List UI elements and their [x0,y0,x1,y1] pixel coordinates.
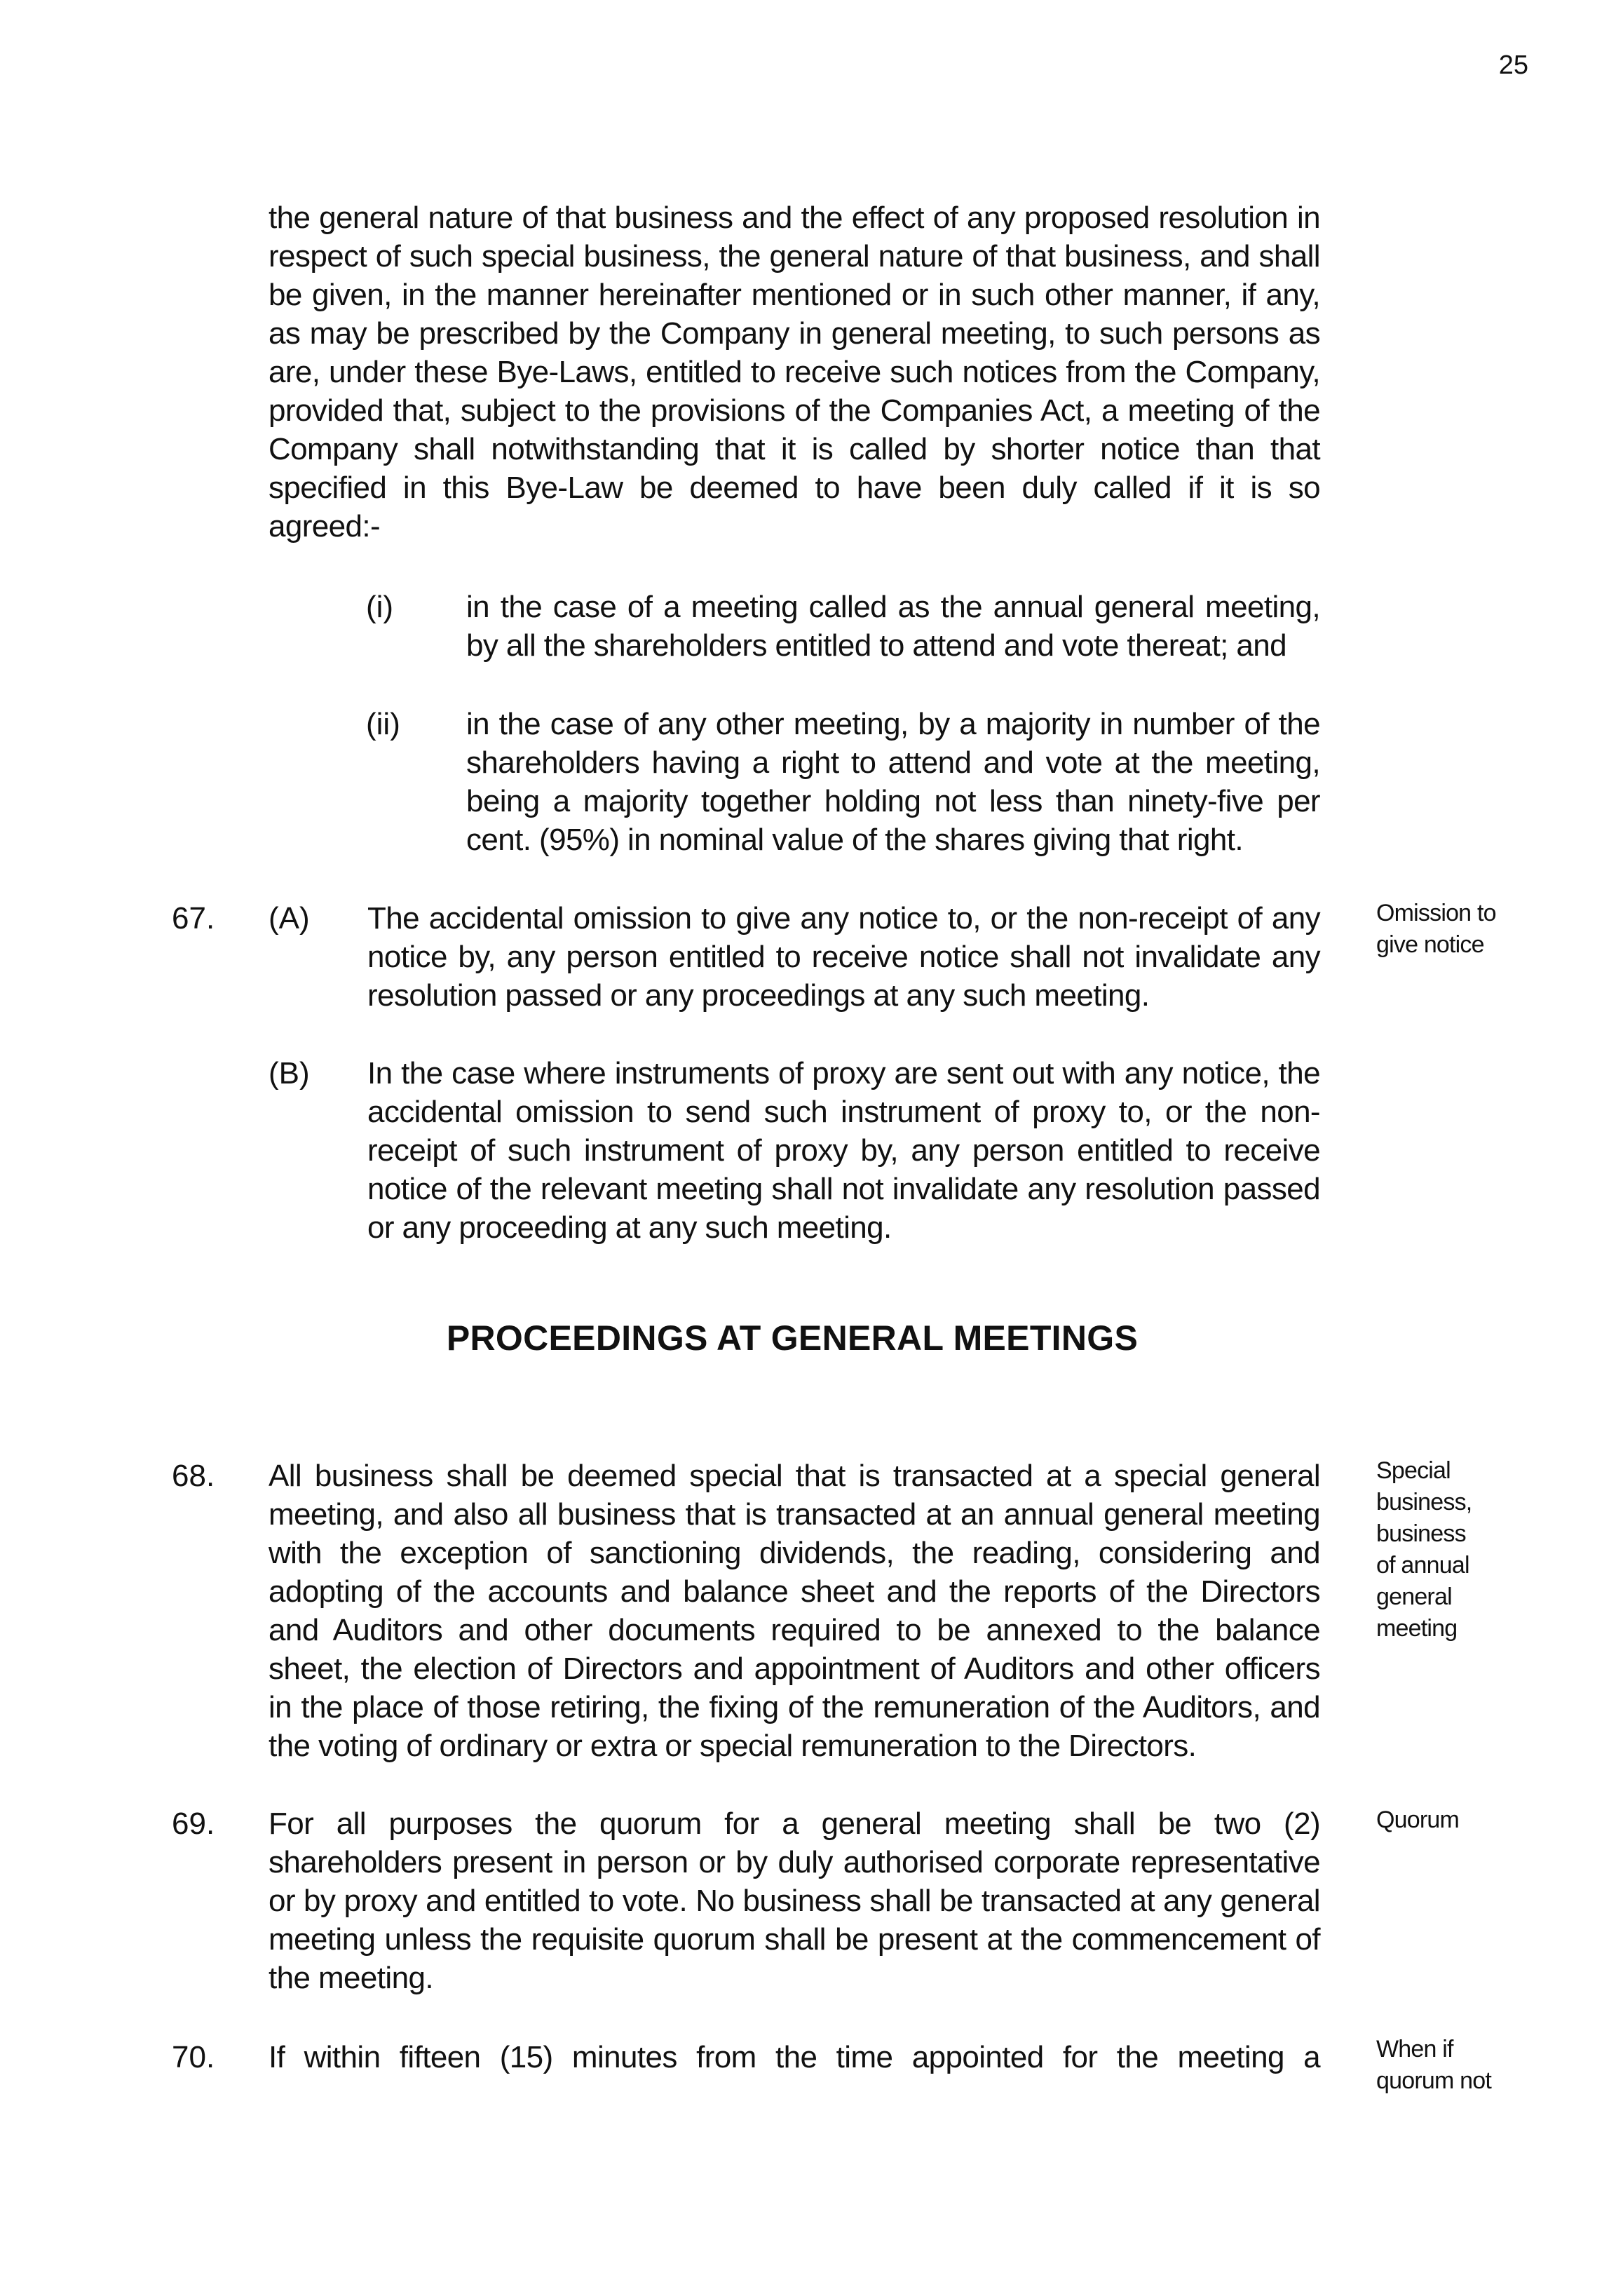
clause-part-text: The accidental omission to give any notice to, or the non-receipt of any notice by, any person entitled to receive notice shall not invalidate any resolution passed or any proceedings at any such meeting. [367,901,1320,1013]
clause-number: 68. [172,1459,215,1493]
margin-note: Omission to give notice [1376,900,1496,958]
clause-part-label: (A) [269,901,310,936]
sub-item-label: (ii) [366,707,400,741]
section-heading: PROCEEDINGS AT GENERAL MEETINGS [446,1318,1139,1358]
clause-text: For all purposes the quorum for a general meeting shall be two (2) shareholders present in person or by duly authorised corporate representative or by proxy and entitled to vote. No business shall be transacted at any general meeting unless the requisite quorum shall be present at the commencement of the meeting. [269,1807,1320,1995]
margin-note: Quorum [1376,1807,1460,1833]
clause-part-label: (B) [269,1056,310,1090]
intro-paragraph: the general nature of that business and the effect of any proposed resolution in respect of such special business, the general nature of that business, and shall be given, in the manner hereinafter mentioned or in such other manner, if any, as may be prescribed by the Company in general meeting, to such persons as are, under these Bye-Laws, entitled to receive such notices from the Company, provided that, subject to the provisions of the Companies Act, a meeting of the Company shall notwithstanding that it is called by shorter notice than that specified in this Bye-Law be deemed to have been duly called if it is so agreed:- [269,201,1320,543]
sub-item-text: in the case of a meeting called as the annual general meeting, by all the shareholders entitled to attend and vote thereat; and [466,590,1320,663]
clause-number: 67. [172,901,215,936]
clause-text: All business shall be deemed special that is transacted at a special general meeting, and also all business that is transacted at an annual general meeting with the exception of sanctioning dividends, the reading, considering and adopting of the accounts and balance sheet and the reports of the Directors and Auditors and other documents required to be annexed to the balance sheet, the election of Directors and appointment of Auditors and other officers in the place of those retiring, the fixing of the remuneration of the Auditors, and the voting of ordinary or extra or special remuneration to the Directors. [269,1459,1320,1763]
clause-text: If within fifteen (15) minutes from the time appointed for the meeting a [269,2040,1320,2074]
clause-part-text: In the case where instruments of proxy are sent out with any notice, the accidental omission to send such instrument of proxy to, or the non-receipt of such instrument of proxy by, any person entitled to receive notice of the relevant meeting shall not invalidate any resolution passed or any proceeding at any such meeting. [367,1056,1320,1245]
clause-number: 69. [172,1807,215,1841]
clause-number: 70. [172,2040,215,2074]
margin-note: When if quorum not [1376,2036,1491,2094]
margin-note: Special business, business of annual general meeting [1376,1457,1472,1642]
page-number: 25 [1498,50,1528,80]
sub-item-label: (i) [366,590,394,624]
sub-item-text: in the case of any other meeting, by a majority in number of the shareholders having a right to attend and vote at the meeting, being a majority together holding not less than ninety-five per cent. (95%) in nominal value of the shares giving that right. [466,707,1320,857]
